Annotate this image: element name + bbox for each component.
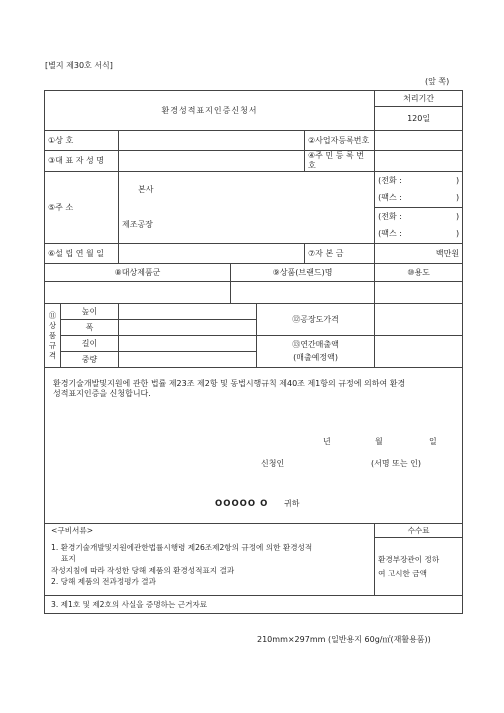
product-group-label: ⑧대상제품군 [45,264,231,282]
rep-label: ③대 표 자 성 명 [45,151,119,172]
page-side: (앞 쪽) [425,77,450,86]
statement-line-1: 환경기술개발및지원에 관한 법률 제23조 제2항 및 동법시행규칙 제40조 제1항의 규정에 의하여 환경 [53,379,406,388]
company-label: ①상 호 [45,131,119,151]
application-form [44,90,463,614]
doc-item-3: 3. 제1호 및 제2호의 사실을 증명하는 근거자료 [45,596,463,614]
weight-label: 중량 [61,352,119,368]
address-label: ⑤주 소 [45,172,119,244]
brand-field[interactable] [231,282,375,304]
resno-label: ④주 민 등 록 번 호 [305,151,375,172]
addressee: OOOOO O [215,499,269,509]
spec-label: ⑪ 상 품 규 격 [45,304,61,368]
hq-address[interactable]: 본사 [119,172,375,208]
width-label: 폭 [61,320,119,336]
paper-spec: 210mm×297mm (일반용지 60g/㎡(재활용품)) [257,635,431,644]
resno-field[interactable] [375,151,463,172]
doc-item-2: 2. 당해 제품의 전과정평가 결과 [51,577,156,586]
width-field[interactable] [119,320,257,336]
height-field[interactable] [119,304,257,320]
brand-label: ⑨상품(브랜드)명 [231,264,375,282]
annual-sales-field[interactable] [375,336,463,368]
application-statement [45,368,463,524]
established-field[interactable] [119,244,305,264]
factory-price-field[interactable] [375,304,463,336]
fee-text: 환경부장관이 정하 여 고시한 금액 [375,538,463,596]
honorific: 귀하 [284,499,300,508]
capital-label: ⑦자 본 금 [305,244,375,264]
date-year[interactable]: 년 [323,437,331,446]
bizno-field[interactable] [375,131,463,151]
usage-field[interactable] [375,282,463,304]
fee-label: 수수료 [375,524,463,538]
length-label: 길이 [61,336,119,352]
factory-address[interactable]: 제조공장 [119,208,375,244]
usage-label: ⑩용도 [375,264,463,282]
processing-label: 처리기간 [375,91,463,107]
established-label: ⑥설 립 연 월 일 [45,244,119,264]
bizno-label: ②사업자등록번호 [305,131,375,151]
factory-fax[interactable]: (팩스 : ) [375,226,463,244]
applicant-label: 신청인 [261,459,285,468]
date-day[interactable]: 일 [429,437,437,446]
doc-item-1b: 표지 [61,554,76,563]
company-field[interactable] [119,131,305,151]
doc-item-1: 1. 환경기술개발및지원에관한법률시행령 제26조제2항의 규정에 의한 환경성적 [51,542,313,552]
annual-sales-label: ⑬연간매출액 (매출예정액) [257,336,375,368]
hq-phone[interactable]: (전화 : ) [375,172,463,190]
factory-phone[interactable]: (전화 : ) [375,208,463,226]
product-group-field[interactable] [45,282,231,304]
rep-field[interactable] [119,151,305,172]
height-label: 높이 [61,304,119,320]
factory-price-label: ⑫공장도가격 [257,304,375,336]
hq-fax[interactable]: (팩스 : ) [375,190,463,208]
length-field[interactable] [119,336,257,352]
capital-field[interactable]: 백만원 [375,244,463,264]
doc-item-1c: 작성지침에 따라 작성한 당해 제품의 환경성적표지 결과 [51,565,235,575]
signature-field[interactable]: (서명 또는 인) [371,459,421,468]
form-ref: [별지 제30호 서식] [45,61,113,70]
statement-line-2: 성적표지인증을 신청합니다. [53,389,151,398]
docs-list [45,538,375,596]
date-month[interactable]: 월 [375,437,383,446]
docs-header: <구비서류> [45,524,375,538]
weight-field[interactable] [119,352,257,368]
form-title: 환경성적표지인증신청서 [45,91,375,131]
processing-value: 120일 [375,107,463,131]
